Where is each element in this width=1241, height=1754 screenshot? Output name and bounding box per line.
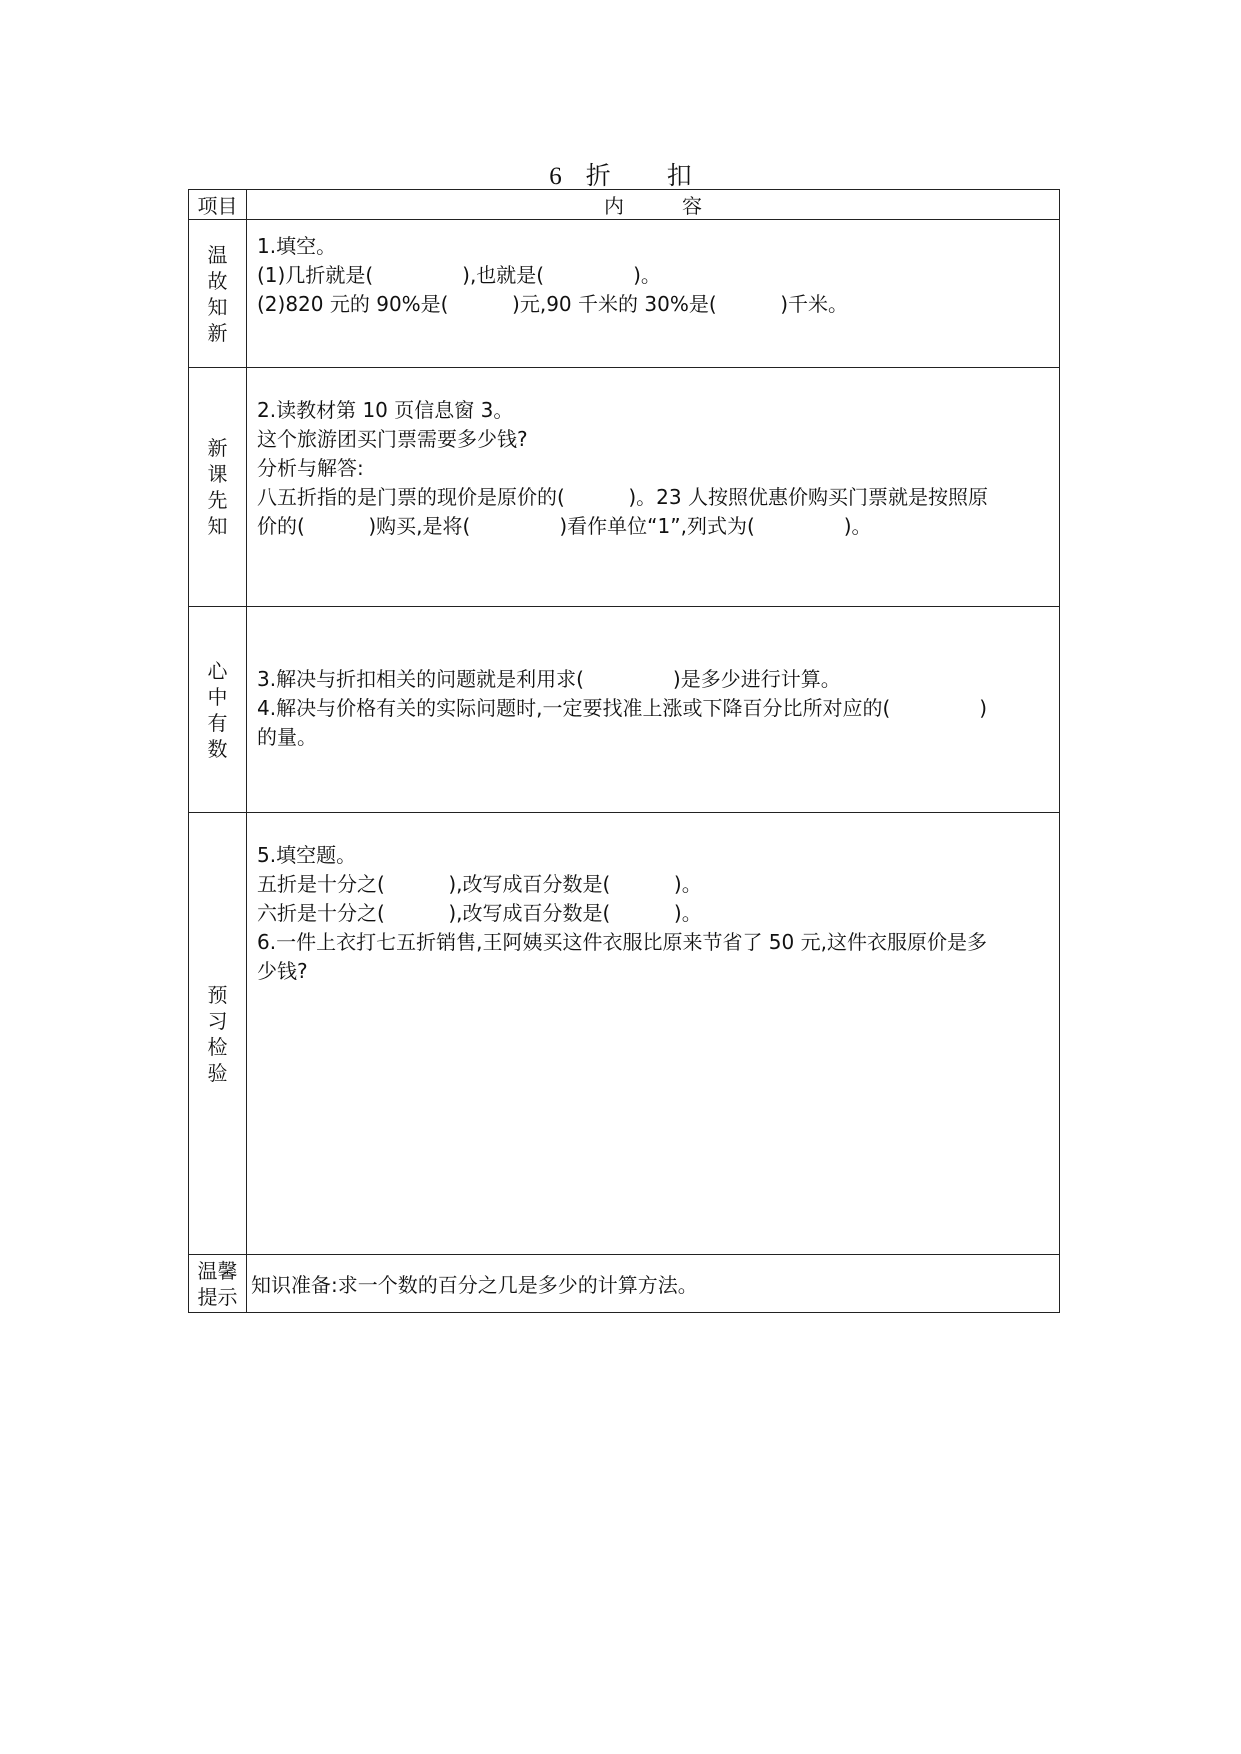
content-line: 分析与解答: xyxy=(257,456,364,480)
content-line: 的量。 xyxy=(257,725,317,749)
content-line: (1)几折就是( ),也就是( )。 xyxy=(257,263,661,287)
section-content xyxy=(247,813,1060,1255)
title-char-1: 折 xyxy=(585,161,611,190)
section-summary xyxy=(189,607,1060,813)
section-review xyxy=(189,220,1060,368)
section-label xyxy=(189,607,247,813)
content-line: 五折是十分之( ),改写成百分数是( )。 xyxy=(257,872,702,896)
label-char: 新 xyxy=(207,436,228,460)
label-char: 新 xyxy=(207,320,228,345)
label-char: 中 xyxy=(207,684,228,709)
header-content-char-1: 内 xyxy=(604,194,624,218)
label-char: 习 xyxy=(207,1008,228,1033)
label-char: 温 xyxy=(207,242,228,267)
header-item: 项目 xyxy=(189,190,247,220)
content-line: 1.填空。 xyxy=(257,234,337,258)
content-line: 6.一件上衣打七五折销售,王阿姨买这件衣服比原来节省了 50 元,这件衣服原价是多 xyxy=(257,930,987,954)
title-char-2: 扣 xyxy=(666,161,692,190)
content-line: 少钱? xyxy=(257,959,308,983)
content-line: (2)820 元的 90%是( )元,90 千米的 30%是( )千米。 xyxy=(257,292,849,316)
page-title xyxy=(0,156,1241,192)
section-content xyxy=(247,220,1060,368)
content-line: 3.解决与折扣相关的问题就是利用求( )是多少进行计算。 xyxy=(257,667,841,691)
tip-text: 知识准备:求一个数的百分之几是多少的计算方法。 xyxy=(247,1255,1060,1313)
section-content xyxy=(247,368,1060,607)
section-preview-check xyxy=(189,813,1060,1255)
label-char: 检 xyxy=(207,1034,228,1059)
label-char: 知 xyxy=(207,514,228,538)
label-char: 有 xyxy=(207,710,228,735)
content-line: 2.读教材第 10 页信息窗 3。 xyxy=(257,398,514,422)
label-char: 先 xyxy=(207,488,228,512)
tip-label-line: 温馨 xyxy=(197,1258,238,1283)
section-content xyxy=(247,607,1060,813)
header-content xyxy=(247,190,1060,220)
content-line: 4.解决与价格有关的实际问题时,一定要找准上涨或下降百分比所对应的( ) xyxy=(257,696,988,720)
header-row xyxy=(189,190,1060,220)
label-char: 故 xyxy=(207,268,228,293)
label-char: 课 xyxy=(207,462,228,486)
section-label xyxy=(189,220,247,368)
title-number: 6 xyxy=(549,163,562,190)
content-line: 六折是十分之( ),改写成百分数是( )。 xyxy=(257,901,702,925)
worksheet-table xyxy=(188,189,1060,1313)
tip-row xyxy=(189,1255,1060,1313)
content-line: 八五折指的是门票的现价是原价的( )。23 人按照优惠价购买门票就是按照原 xyxy=(257,485,988,509)
tip-label-line: 提示 xyxy=(197,1284,238,1309)
section-new-lesson xyxy=(189,368,1060,607)
section-label xyxy=(189,368,247,607)
content-line: 价的( )购买,是将( )看作单位“1”,列式为( )。 xyxy=(257,514,872,538)
content-line: 这个旅游团买门票需要多少钱? xyxy=(257,427,528,451)
label-char: 数 xyxy=(207,736,228,761)
content-line: 5.填空题。 xyxy=(257,843,357,867)
label-char: 知 xyxy=(207,294,228,319)
label-char: 预 xyxy=(207,982,228,1007)
label-char: 心 xyxy=(207,658,228,683)
section-label xyxy=(189,813,247,1255)
label-char: 验 xyxy=(207,1060,228,1085)
header-content-char-2: 容 xyxy=(682,194,702,218)
tip-label xyxy=(189,1255,247,1313)
